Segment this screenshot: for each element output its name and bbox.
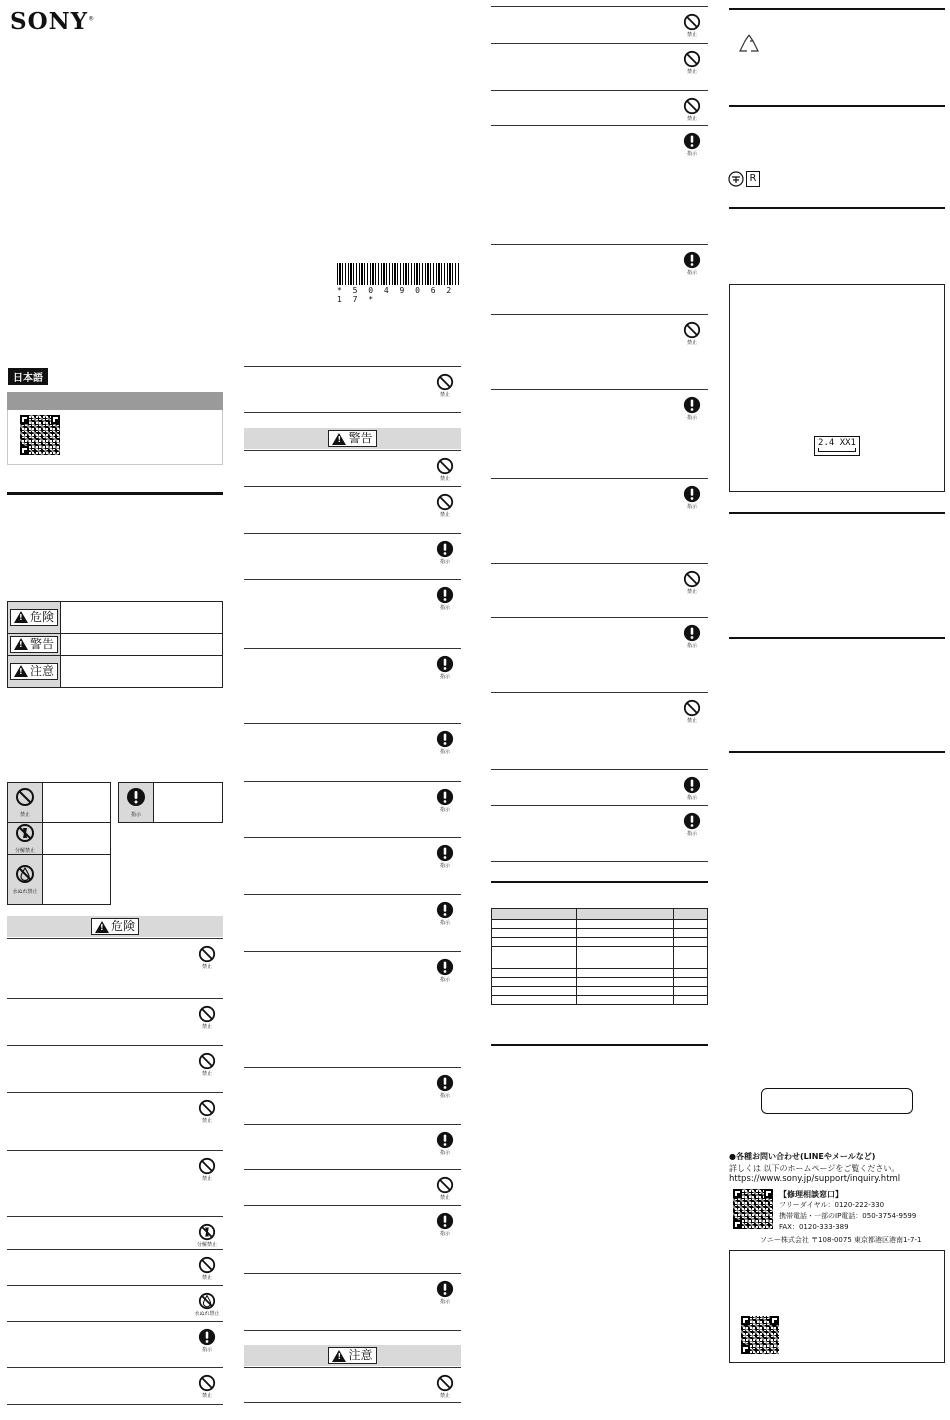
warning-triangle-icon [14,638,28,650]
spec-end-rule [491,1044,708,1046]
item-divider [244,1067,461,1068]
instruction-icon: 指示 [678,251,706,276]
symbol-legend-table: 禁止 分解禁止 水ぬれ禁止 [7,782,111,905]
item-divider [244,1402,461,1403]
item-divider [7,1092,223,1093]
language-tab: 日本語 [8,368,48,385]
item-divider [491,769,708,770]
item-divider [244,533,461,534]
col4-rule-1 [729,8,945,10]
item-divider [7,1404,223,1405]
contact-lead: 詳しくは 以下のホームページをご覧ください。 [729,1164,900,1173]
signal-legend-table [7,601,223,688]
item-divider [7,1249,223,1250]
caution-chip: ! 注意 [10,663,58,680]
item-divider [491,563,708,564]
barcode [337,263,459,285]
caution-section-header: ! 注意 [244,1345,461,1366]
item-divider [244,648,461,649]
contact-heading: ●各種お問い合わせ(LINEやメールなど) [729,1152,876,1161]
item-divider [244,781,461,782]
r-mark: R [746,171,760,187]
prohibited-icon: 禁止 [678,50,706,75]
prohibited-icon: 禁止 [678,570,706,595]
item-divider [491,692,708,693]
item-divider [7,1285,223,1286]
item-divider [244,894,461,895]
warning-triangle-icon [14,611,28,623]
prohibited-icon: 禁止 [678,13,706,38]
item-divider [244,1273,461,1274]
sony-logo: SONY® [10,8,96,35]
item-divider [7,938,223,939]
instruction-icon: 指示 [431,1131,459,1156]
instruction-icon: 指示 [431,901,459,926]
item-divider [244,837,461,838]
qr-code-icon [20,415,60,455]
item-divider [244,723,461,724]
tele-mark-icon [728,171,744,187]
prohibited-icon: 禁止 [193,1005,221,1030]
danger-section-header: ! 危険 [7,916,223,937]
instruction-icon: 指示 [431,1074,459,1099]
free-dial: フリーダイヤル：0120-222-330 [779,1201,885,1209]
bottom-box [729,1250,945,1363]
warning-triangle-icon [332,1350,346,1362]
danger-chip: ! 危険 [10,609,58,626]
item-divider [491,389,708,390]
item-divider [7,1367,223,1368]
item-divider [491,805,708,806]
instruction-icon: 指示 [431,540,459,565]
instruction-icon: 指示 [678,132,706,157]
col4-rule-2 [729,105,945,107]
instruction-icon: 指示 [678,776,706,801]
item-divider [491,861,708,862]
item-divider [7,998,223,999]
item-divider [244,579,461,580]
mobile-dial: 携帯電話・一部のIP電話：050-3754-9599 [779,1212,917,1220]
item-divider [244,1330,461,1331]
prohibited-icon: 禁止 [678,97,706,122]
instruction-legend-table: 指示 [118,782,223,823]
item-divider [244,450,461,451]
warning-triangle-icon [332,433,346,445]
barcode-number: * 5 0 4 9 0 6 2 1 7 * [337,286,455,304]
col4-rule-4 [729,512,945,514]
item-divider [244,366,461,367]
instruction-icon: 指示 [431,1212,459,1237]
bottom-qr-icon [741,1316,779,1354]
prohibited-icon: 禁止 [431,457,459,482]
instruction-icon: 指示 [193,1328,221,1353]
instruction-icon: 指示 [431,788,459,813]
item-divider [244,1124,461,1125]
item-divider [7,1150,223,1151]
prohibited-icon: 禁止 [678,699,706,724]
qr-info-box [7,410,223,465]
col4-rule-3 [729,207,945,209]
instruction-icon: 指示 [431,1280,459,1305]
item-divider [244,1205,461,1206]
section-rule [7,492,223,495]
grey-banner [7,392,223,410]
frequency-box [729,284,945,492]
prohibited-icon: 禁止 [431,373,459,398]
prohibited-icon: 禁止 [678,321,706,346]
prohibited-icon: 禁止 [193,1256,221,1281]
instruction-icon: 指示 [431,844,459,869]
item-divider [491,125,708,126]
contact-qr-icon [733,1189,773,1229]
spec-rule [491,881,708,883]
item-divider [244,486,461,487]
spec-table [491,908,708,1005]
item-divider [7,1045,223,1046]
prohibited-icon: 禁止 [431,1176,459,1201]
repair-title: 【修理相談窓口】 [779,1190,843,1199]
col4-rule-5 [729,637,945,639]
prohibited-icon: 禁止 [193,1374,221,1399]
item-divider [491,43,708,44]
warning-section-header: ! 警告 [244,428,461,449]
item-divider [7,1216,223,1217]
recycle-icon [738,33,760,53]
prohibited-icon: 禁止 [431,1374,459,1399]
item-divider [491,6,708,7]
item-divider [244,412,461,413]
no-disassembly-icon: 分解禁止 [193,1223,221,1248]
item-divider [244,951,461,952]
no-wet-icon: 水ぬれ禁止 [193,1292,221,1317]
item-divider [244,1367,461,1368]
prohibited-icon: 禁止 [431,493,459,518]
contact-url[interactable]: https://www.sony.jp/support/inquiry.html [729,1174,901,1184]
item-divider [491,617,708,618]
instruction-icon: 指示 [431,730,459,755]
company-address: ソニー株式会社 〒108-0075 東京都港区港南1-7-1 [760,1236,922,1244]
item-divider [491,478,708,479]
warning-triangle-icon [95,921,109,933]
instruction-icon: 指示 [431,586,459,611]
prohibited-icon: 禁止 [193,1099,221,1124]
item-divider [491,244,708,245]
prohibited-icon: 禁止 [193,1157,221,1182]
frequency-label: 2.4 XX1 [814,436,860,456]
instruction-icon: 指示 [678,485,706,510]
warning-chip: ! 警告 [10,636,58,653]
instruction-icon: 指示 [431,655,459,680]
prohibited-icon: 禁止 [193,945,221,970]
instruction-icon: 指示 [678,396,706,421]
item-divider [7,1321,223,1322]
item-divider [491,314,708,315]
fax: FAX：0120-333-389 [779,1223,849,1231]
rounded-box [761,1088,913,1114]
col4-rule-6 [729,751,945,753]
instruction-icon: 指示 [431,958,459,983]
item-divider [491,90,708,91]
item-divider [244,1169,461,1170]
warning-triangle-icon [14,665,28,677]
instruction-icon: 指示 [678,624,706,649]
instruction-icon: 指示 [678,812,706,837]
prohibited-icon: 禁止 [193,1052,221,1077]
